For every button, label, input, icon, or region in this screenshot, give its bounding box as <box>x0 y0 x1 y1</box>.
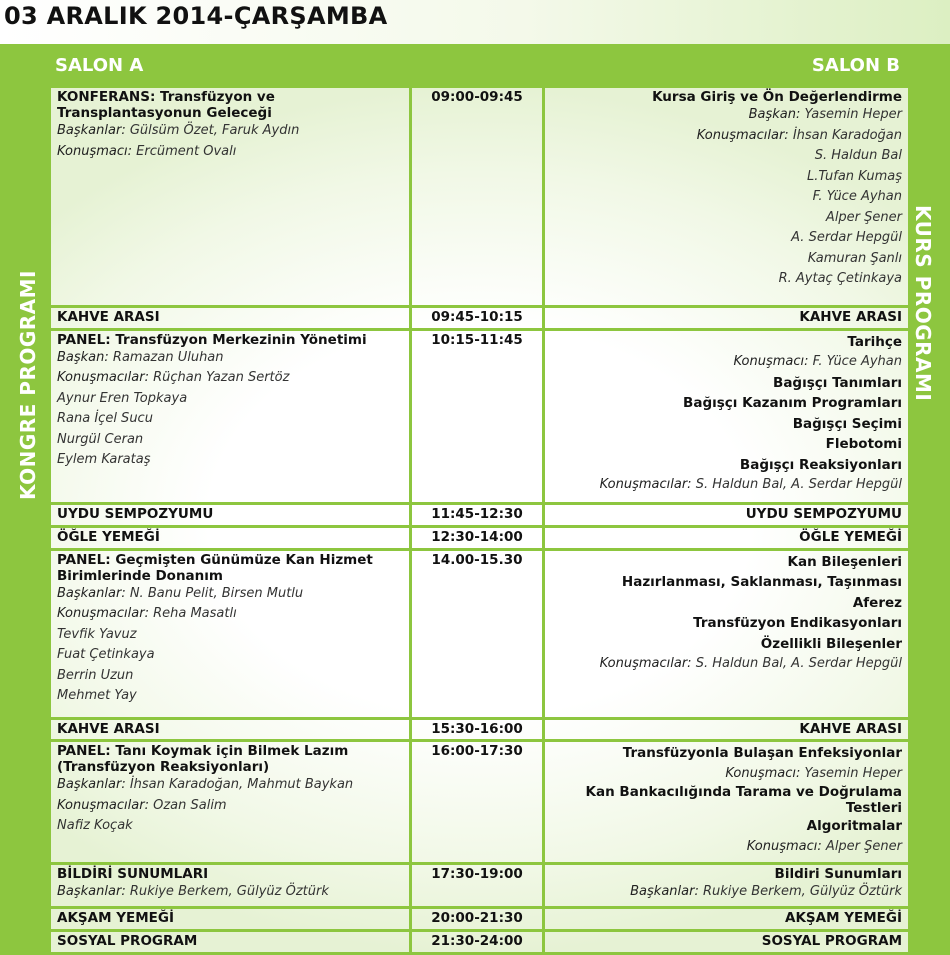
time-slot: 15:30-16:00 <box>411 718 544 741</box>
schedule-row <box>50 526 910 549</box>
salon-a-session <box>50 87 411 307</box>
break-label: KAHVE ARASI <box>57 308 160 325</box>
session-chair: Başkanlar: Rukiye Berkem, Gülyüz Öztürk <box>57 883 329 899</box>
session-speaker: Berrin Uzun <box>57 667 134 683</box>
time-slot: 14.00-15.30 <box>411 549 544 718</box>
social-program-label: SOSYAL PROGRAM <box>57 933 198 950</box>
time-slot: 09:45-10:15 <box>411 306 544 329</box>
side-label-kurs: KURS PROGRAMI <box>911 205 935 402</box>
session-speaker: Konuşmacı: Ercüment Ovalı <box>57 143 237 159</box>
course-topic: Tarihçe <box>847 333 902 350</box>
session-title: KONFERANS: Transfüzyon ve Transplantasyonun Geleceği <box>57 89 275 121</box>
course-topic: Kan Bileşenleri <box>787 553 902 570</box>
course-topic: Algoritmalar <box>806 818 902 835</box>
course-title: Kursa Giriş ve Ön Değerlendirme <box>652 89 902 105</box>
course-topic: Flebotomi <box>825 436 902 453</box>
course-topic: Transfüzyon Endikasyonları <box>693 615 902 632</box>
course-chair: Başkanlar: Rukiye Berkem, Gülyüz Öztürk <box>630 883 902 899</box>
session-speaker: Eylem Karataş <box>57 452 151 468</box>
course-speaker: S. Haldun Bal <box>814 148 902 163</box>
dinner-label: AKŞAM YEMEĞİ <box>785 910 902 927</box>
salon-a-session <box>50 329 411 503</box>
schedule-row <box>50 329 910 503</box>
schedule-row <box>50 549 910 718</box>
session-speaker: Nurgül Ceran <box>57 431 144 447</box>
lunch-label: ÖĞLE YEMEĞİ <box>799 528 902 545</box>
session-title: PANEL: Geçmişten Günümüze Kan Hizmet Birimlerinde Donanım <box>57 551 373 584</box>
time-slot: 09:00-09:45 <box>411 87 544 307</box>
schedule-row <box>50 908 910 931</box>
session-title: BİLDİRİ SUNUMLARI <box>57 865 209 882</box>
schedule-table <box>48 85 911 955</box>
course-speaker: Konuşmacı: F. Yüce Ayhan <box>733 354 902 370</box>
course-speaker: Konuşmacı: Yasemin Heper <box>725 765 902 781</box>
schedule-row <box>50 741 910 863</box>
session-speaker: Konuşmacılar: Rüçhan Yazan Sertöz <box>57 370 290 386</box>
course-speaker: Alper Şener <box>825 209 902 225</box>
schedule-row <box>50 863 910 908</box>
session-title: PANEL: Transfüzyon Merkezinin Yönetimi <box>57 331 367 348</box>
schedule-row <box>50 503 910 526</box>
dinner-label: AKŞAM YEMEĞİ <box>57 910 174 927</box>
course-topic: Bağışçı Seçimi <box>792 415 902 432</box>
time-slot: 12:30-14:00 <box>411 526 544 549</box>
break-label: KAHVE ARASI <box>799 720 902 737</box>
schedule-row <box>50 306 910 329</box>
time-slot: 17:30-19:00 <box>411 863 544 908</box>
course-speaker: F. Yüce Ayhan <box>812 189 902 204</box>
time-slot: 10:15-11:45 <box>411 329 544 503</box>
time-slot: 21:30-24:00 <box>411 931 544 954</box>
course-topic: Hazırlanması, Saklanması, Taşınması <box>621 574 902 591</box>
course-speaker: Konuşmacılar: S. Haldun Bal, A. Serdar Hepgül <box>599 656 902 672</box>
course-speaker: A. Serdar Hepgül <box>791 230 902 245</box>
session-speaker: Nafiz Koçak <box>57 818 133 834</box>
schedule-row <box>50 931 910 954</box>
course-speaker: Konuşmacı: Alper Şener <box>746 838 902 854</box>
salon-b-session <box>544 87 910 307</box>
symposium-label: UYDU SEMPOZYUMU <box>745 505 902 522</box>
salon-b-session <box>544 549 910 718</box>
symposium-label: UYDU SEMPOZYUMU <box>57 505 214 522</box>
time-slot: 11:45-12:30 <box>411 503 544 526</box>
side-label-kongre: KONGRE PROGRAMI <box>16 270 40 500</box>
salon-b-session <box>544 741 910 863</box>
salon-a-heading: SALON A <box>55 55 144 76</box>
break-label: KAHVE ARASI <box>57 720 160 737</box>
social-program-label: SOSYAL PROGRAM <box>761 933 902 950</box>
course-topic: Aferez <box>852 594 902 611</box>
course-topic: Özellikli Bileşenler <box>760 635 902 652</box>
time-slot: 20:00-21:30 <box>411 908 544 931</box>
session-speaker: Mehmet Yay <box>57 688 137 704</box>
session-chair: Başkan: Ramazan Uluhan <box>57 349 224 365</box>
course-speaker: Konuşmacılar: İhsan Karadoğan <box>696 127 902 143</box>
salon-a-session <box>50 863 411 908</box>
course-speaker: Kamuran Şanlı <box>807 250 902 266</box>
salon-b-session <box>544 863 910 908</box>
course-topic: Transfüzyonla Bulaşan Enfeksiyonlar <box>622 745 902 762</box>
schedule-row <box>50 87 910 307</box>
salon-a-session <box>50 741 411 863</box>
session-speaker: Tevfik Yavuz <box>57 626 137 642</box>
session-speaker: Fuat Çetinkaya <box>57 647 155 663</box>
course-speaker: Konuşmacılar: S. Haldun Bal, A. Serdar Hepgül <box>599 477 902 493</box>
course-topic: Kan Bankacılığında Tarama ve Doğrulama Testleri <box>585 784 902 817</box>
course-topic: Bildiri Sunumları <box>774 865 902 882</box>
course-chair: Başkan: Yasemin Heper <box>748 107 902 122</box>
session-speaker: Konuşmacılar: Ozan Salim <box>57 797 227 813</box>
session-title: PANEL: Tanı Koymak için Bilmek Lazım (Transfüzyon Reaksiyonları) <box>57 743 349 776</box>
salon-a-session <box>50 549 411 718</box>
schedule-row <box>50 718 910 741</box>
session-chair: Başkanlar: İhsan Karadoğan, Mahmut Baykan <box>57 777 354 793</box>
break-label: KAHVE ARASI <box>799 308 902 325</box>
course-topic: Bağışçı Kazanım Programları <box>683 395 902 412</box>
session-chair: Başkanlar: Gülsüm Özet, Faruk Aydın <box>57 123 300 138</box>
page-title: 03 ARALIK 2014-ÇARŞAMBA <box>4 2 388 30</box>
course-speaker: R. Aytaç Çetinkaya <box>778 271 902 286</box>
session-speaker: Aynur Eren Topkaya <box>57 390 188 406</box>
course-topic: Bağışçı Tanımları <box>773 374 902 391</box>
course-speaker: L.Tufan Kumaş <box>807 168 902 184</box>
time-slot: 16:00-17:30 <box>411 741 544 863</box>
salon-b-heading: SALON B <box>811 55 900 76</box>
session-chair: Başkanlar: N. Banu Pelit, Birsen Mutlu <box>57 585 304 601</box>
lunch-label: ÖĞLE YEMEĞİ <box>57 528 160 545</box>
salon-b-session <box>544 329 910 503</box>
session-speaker: Konuşmacılar: Reha Masatlı <box>57 606 237 622</box>
session-speaker: Rana İçel Sucu <box>57 411 153 427</box>
course-topic: Bağışçı Reaksiyonları <box>739 456 902 473</box>
